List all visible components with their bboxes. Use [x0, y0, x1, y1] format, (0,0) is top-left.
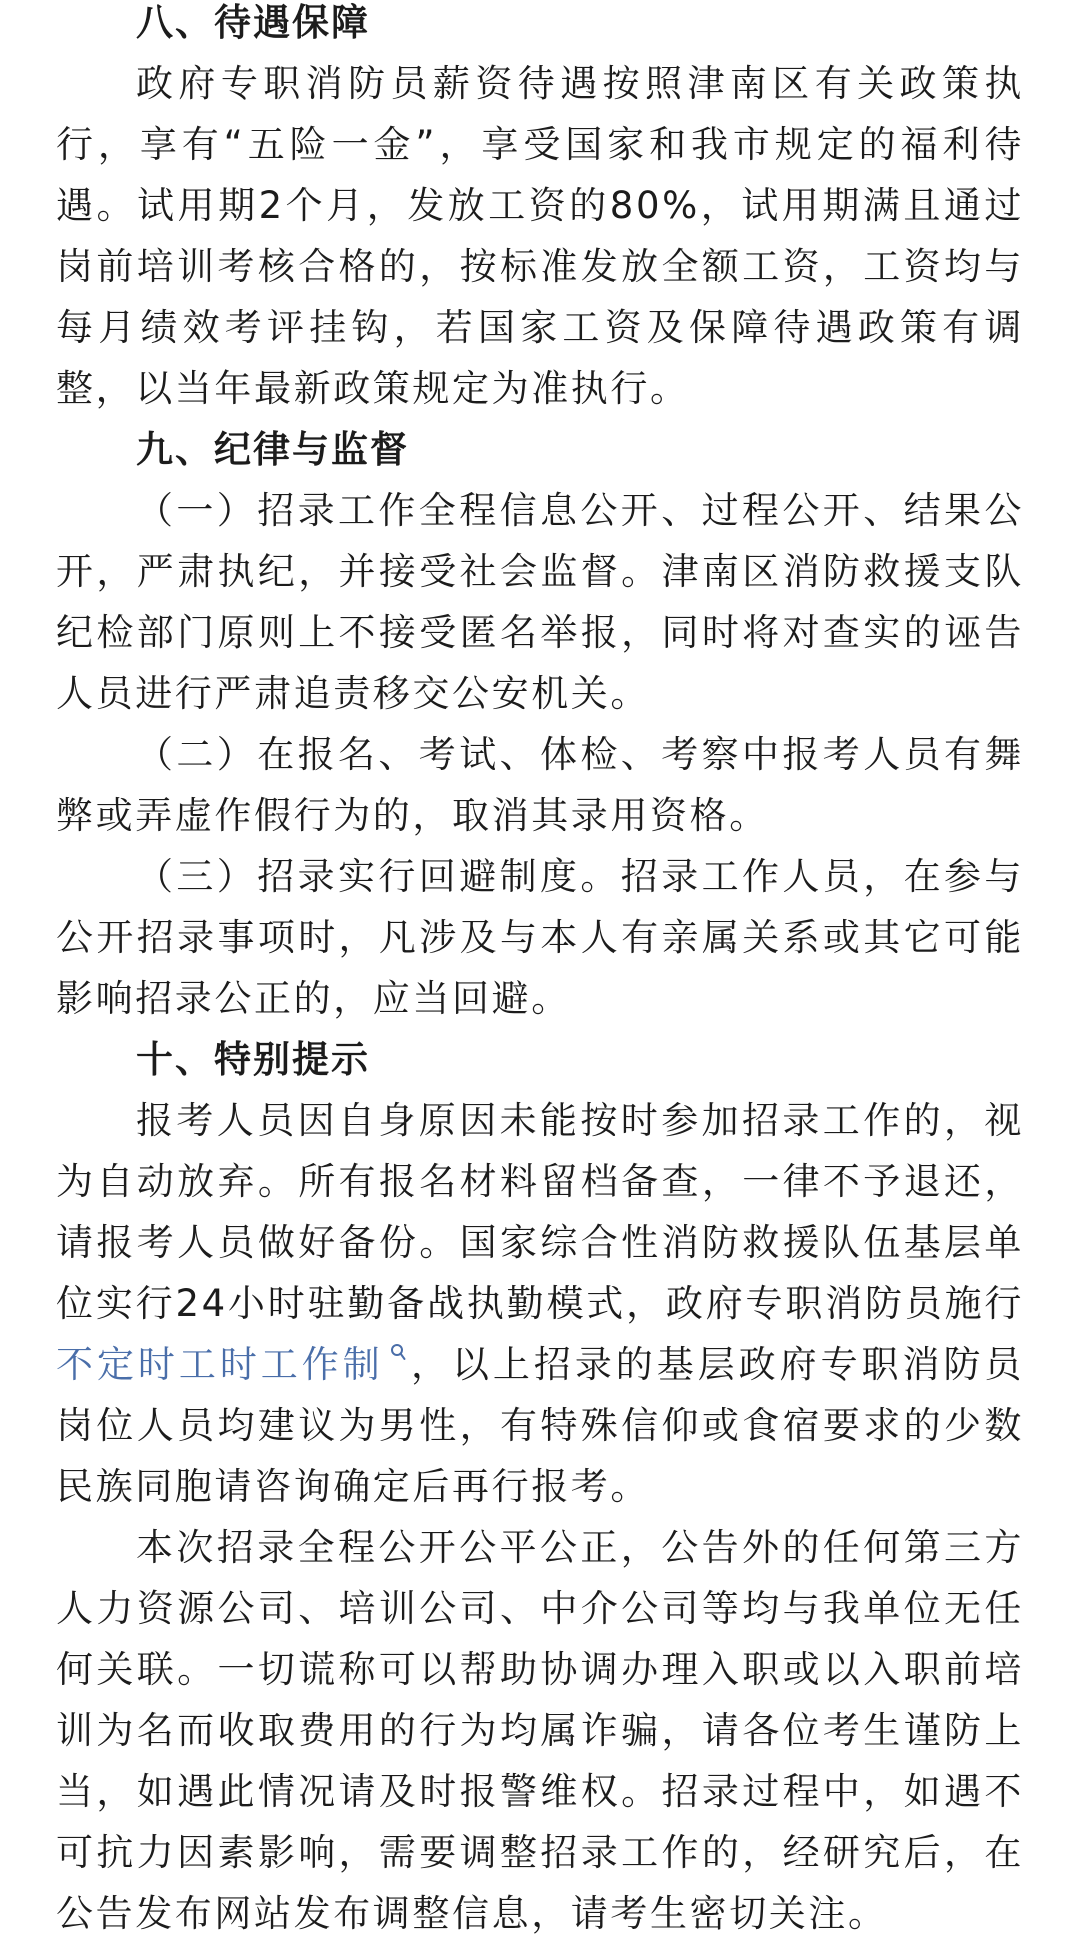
section-10-paragraph-1 — [56, 1090, 1024, 1517]
section-heading-9: 九、纪律与监督 — [136, 428, 409, 471]
section-8-paragraph: 政府专职消防员薪资待遇按照津南区有关政策执行，享有“五险一金”，享受国家和我市规定的福利待遇。试用期2个月，发放工资的80%，试用期满且通过岗前培训考核合格的，按标准发放全额工资，工资均与每月绩效考评挂钩，若国家工资及保障待遇政策有调整，以当年最新政策规定为准执行。 — [56, 62, 1024, 410]
section-10-text-before-link: 报考人员因自身原因未能按时参加招录工作的，视为自动放弃。所有报名材料留档备查，一律不予退还，请报考人员做好备份。国家综合性消防救援队伍基层单位实行24小时驻勤备战执勤模式，政府专职消防员施行 — [56, 1099, 1024, 1325]
section-10-paragraph-2: 本次招录全程公开公平公正，公告外的任何第三方人力资源公司、培训公司、中介公司等均与我单位无任何关联。一切谎称可以帮助协调办理入职或以入职前培训为名而收取费用的行为均属诈骗，请各位考生谨防上当，如遇此情况请及时报警维权。招录过程中，如遇不可抗力因素影响，需要调整招录工作的，经研究后，在公告发布网站发布调整信息，请考生密切关注。 — [56, 1526, 1024, 1935]
working-hours-link[interactable]: 不定时工时工作制 — [56, 1343, 384, 1386]
section-9-paragraph-3: （三）招录实行回避制度。招录工作人员，在参与公开招录事项时，凡涉及与本人有亲属关系或其它可能影响招录公正的，应当回避。 — [56, 855, 1024, 1020]
section-9-paragraph-1: （一）招录工作全程信息公开、过程公开、结果公开，严肃执纪，并接受社会监督。津南区消防救援支队纪检部门原则上不接受匿名举报，同时将对查实的诬告人员进行严肃追责移交公安机关。 — [56, 489, 1024, 715]
section-9-paragraph-2: （二）在报名、考试、体检、考察中报考人员有舞弊或弄虚作假行为的，取消其录用资格。 — [56, 733, 1024, 837]
section-10-text-after-link: ，以上招录的基层政府专职消防员岗位人员均建议为男性，有特殊信仰或食宿要求的少数民族同胞请咨询确定后再行报考。 — [56, 1343, 1024, 1508]
section-heading-10: 十、特别提示 — [136, 1038, 370, 1081]
section-heading-8: 八、待遇保障 — [136, 1, 370, 44]
search-icon[interactable] — [390, 1343, 406, 1363]
